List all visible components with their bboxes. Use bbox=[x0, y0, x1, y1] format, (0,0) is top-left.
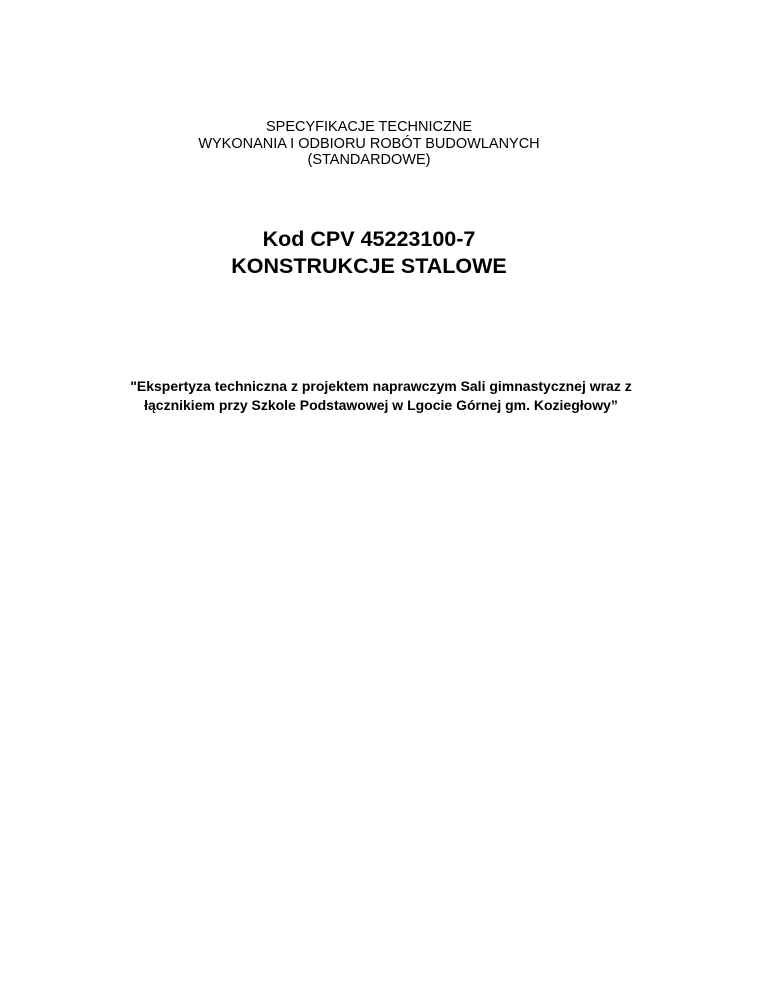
cpv-title-block bbox=[0, 226, 738, 280]
cpv-name: KONSTRUKCJE STALOWE bbox=[231, 254, 507, 278]
project-title bbox=[0, 377, 762, 415]
cpv-code: Kod CPV 45223100-7 bbox=[262, 227, 476, 251]
project-title-line-1: "Ekspertyza techniczna z projektem naprawczym Sali gimnastycznej wraz z bbox=[130, 378, 632, 394]
project-title-line-2: łącznikiem przy Szkole Podstawowej w Lgocie Górnej gm. Koziegłowy” bbox=[144, 397, 618, 413]
header-line-1: SPECYFIKACJE TECHNICZNE bbox=[266, 119, 472, 135]
header-line-2: WYKONANIA I ODBIORU ROBÓT BUDOWLANYCH bbox=[198, 135, 540, 152]
specification-header bbox=[0, 119, 738, 169]
header-line-3: (STANDARDOWE) bbox=[307, 152, 431, 168]
